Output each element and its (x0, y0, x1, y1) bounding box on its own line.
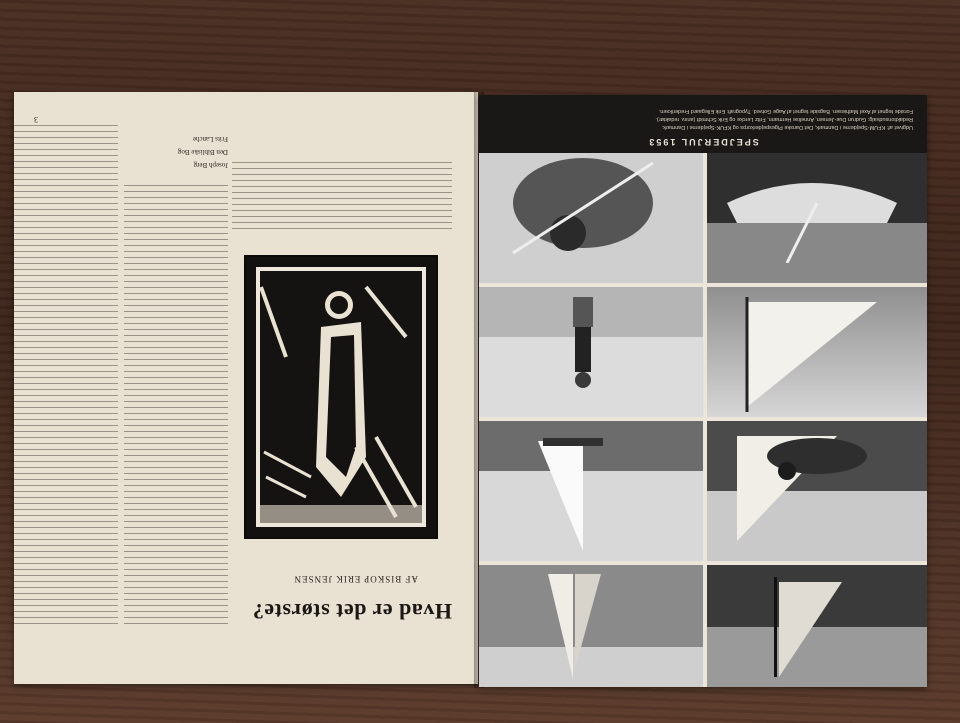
credit-line-1: Udgivet af: KFUM-Spejderne i Danmark, Det Danske Pigespejderkorps og KFUK-Spejderne i Danmark. (661, 124, 913, 130)
signature-line-1: Joseph Berg (193, 161, 228, 169)
text-column-1 (124, 184, 228, 624)
page-number: 3 (34, 115, 38, 124)
photo-boat-hull (707, 153, 927, 283)
photo-sailboat-dark (707, 565, 927, 687)
right-page (479, 95, 927, 687)
signature-line-3: Frits Lanche (192, 135, 228, 143)
credit-line-3: Forside tegnet af Axel Mathiesen. Bagside tegnet af Aage Gotved. Typografi: Erik Ellegaard Frederiksen. (658, 108, 913, 114)
photo-sailboat-racing (479, 565, 703, 687)
right-page-rotated-content (479, 95, 927, 687)
signature-line-2: Den Bibliske Bog (177, 148, 228, 156)
text-column-2 (14, 124, 118, 624)
photo-sailor-portrait (479, 153, 703, 283)
credit-bar (479, 95, 927, 153)
left-page (14, 92, 478, 684)
article-headline: Hvad er det største? (252, 599, 452, 624)
article-byline: AF BISKOP ERIK JENSEN (293, 574, 418, 584)
credit-line-2: Redaktionsudvalg: Gudrun Due-Jensen, Annelise Hermann, Fritz Lercke og Erik Schmidt (ansv. redaktør). (655, 116, 913, 122)
photo-sail-close-up (707, 287, 927, 417)
photo-man-standing (479, 287, 703, 417)
credit-text (493, 107, 913, 131)
photo-crew-on-boat (707, 421, 927, 561)
text-column-intro (232, 159, 452, 229)
photo-dinghy-sailing (479, 421, 703, 561)
left-page-rotated-content (14, 92, 478, 684)
woodcut-illustration (244, 255, 438, 539)
issue-title: SPEJDERJUL 1953 (647, 137, 759, 147)
